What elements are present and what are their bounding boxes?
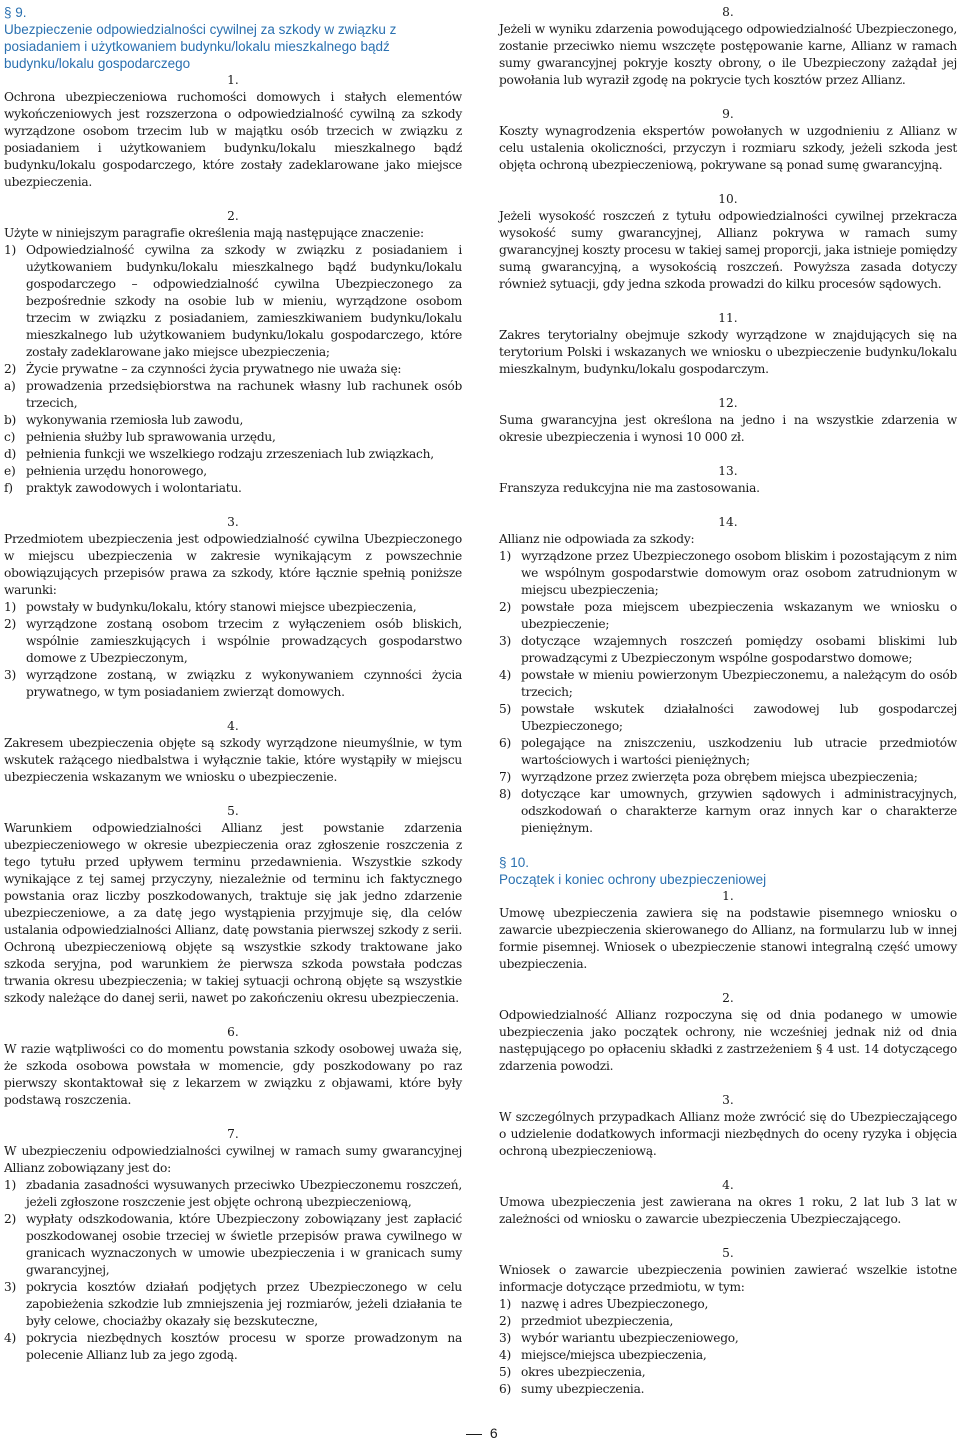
section-title: Początek i koniec ochrony ubezpieczeniowej <box>499 872 767 887</box>
paragraph-text: Suma gwarancyjna jest określona na jedno i na wszystkie zdarzenia w okresie ubezpieczenia i wynosi 10 000 zł. <box>499 413 957 444</box>
list-item: c) pełnienia służby lub sprawowania urzędu, <box>4 430 276 444</box>
list-item: 2) wyrządzone zostaną osobom trzecim z wyłączeniem osób bliskich, wspólnie zamieszkujących i wspólnie prowadzących gospodarstwo domowe z Ubezpieczonym, <box>4 617 462 665</box>
list-item: 3) dotyczące wzajemnych roszczeń pomiędzy osobami bliskimi lub prowadzącymi z Ubezpieczonym wspólne gospodarstwo domowe; <box>499 634 957 665</box>
paragraph-text: Koszty wynagrodzenia ekspertów powołanych w uzgodnieniu z Allianz w celu ustalenia okoliczności, przyczyn i rozmiaru szkody, jeżeli szkoda jest objęta ochroną ubezpieczeniową, pokrywane są ponad sumę gwarancyjną. <box>499 124 957 172</box>
paragraph-number: 13. <box>718 464 738 478</box>
list-item: 3) wybór wariantu ubezpieczeniowego, <box>499 1331 739 1345</box>
paragraph-text: Jeżeli w wyniku zdarzenia powodującego odpowiedzialność Ubezpieczonego, zostanie przeciwko niemu wszczęte postępowanie karne, Allianz w ramach sumy gwarancyjnej pokryje koszty obrony, o ile Ubezpieczony zażądał jej powołania lub wyraził zgodę na pokrycie tych kosztów przez Allianz. <box>499 22 957 87</box>
paragraph-text: Zakres terytorialny obejmuje szkody wyrządzone w znajdujących się na terytorium Polski i wskazanych we wniosku o ubezpieczenie budynku/lokalu mieszkalnym, budynku/lokalu gospodarczym. <box>499 328 957 376</box>
paragraph-text: Przedmiotem ubezpieczenia jest odpowiedzialność cywilna Ubezpieczonego w miejscu ubezpieczenia w zakresie wynikającym z powszechnie obowiązujących przepisów prawa za szkody, które łącznie spełnią poniższe warunki: <box>4 532 462 597</box>
list-item: a) prowadzenia przedsiębiorstwa na rachunek własny lub rachunek osób trzecich, <box>4 379 462 410</box>
list-item: f) praktyk zawodowych i wolontariatu. <box>4 481 242 495</box>
list-item: 8) dotyczące kar umownych, grzywien sądowych i administracyjnych, odszkodowań o charakterze karnym oraz innych kar o charakterze pieniężnym. <box>499 787 957 835</box>
list-item: 1) powstały w budynku/lokalu, który stanowi miejsce ubezpieczenia, <box>4 600 417 614</box>
list-item: 4) powstałe w mieniu powierzonym Ubezpieczonemu, a należącym do osób trzecich; <box>499 668 957 699</box>
paragraph-text: Franszyza redukcyjna nie ma zastosowania. <box>499 481 760 495</box>
paragraph-text: W ubezpieczeniu odpowiedzialności cywilnej w ramach sumy gwarancyjnej Allianz zobowiązany jest do: <box>4 1144 462 1175</box>
paragraph-number: 11. <box>718 311 738 325</box>
list-item: 1) wyrządzone przez Ubezpieczonego osobom bliskim i pozostającym z nim we wspólnym gospodarstwie domowym oraz osobom zatrudnionym w miejscu ubezpieczenia; <box>499 549 957 597</box>
list-item: 2) wypłaty odszkodowania, które Ubezpieczony zobowiązany jest zapłacić poszkodowanej osobie trzeciej w świetle przepisów prawa cywilnego w granicach wyznaczonych w umowie ubezpieczenia i w granicach sumy gwarancyjnej, <box>4 1212 462 1277</box>
sub-list <box>4 378 462 497</box>
page-footer <box>462 1425 498 1441</box>
paragraph-number: 3. <box>227 515 239 529</box>
right-column <box>499 4 957 1398</box>
paragraph-number: 2. <box>227 209 239 223</box>
section-number: § 9. <box>4 5 27 20</box>
list-item: 3) wyrządzone zostaną, w związku z wykonywaniem czynności życia prywatnego, w tym posiadaniem zwierząt domowych. <box>4 668 462 699</box>
paragraph-number: 2. <box>722 991 734 1005</box>
section-heading-9 <box>4 4 462 72</box>
section-title: Ubezpieczenie odpowiedzialności cywilnej za szkody w związku z posiadaniem i użytkowaniem budynku/lokalu mieszkalnego bądź budynku/lokalu gospodarczego <box>4 22 397 71</box>
paragraph-number: 1. <box>227 73 239 87</box>
paragraph-number: 10. <box>718 192 738 206</box>
paragraph-number: 5. <box>722 1246 734 1260</box>
paragraph-number: 1. <box>722 889 734 903</box>
paragraph-number: 14. <box>718 515 738 529</box>
paragraph-number: 12. <box>718 396 738 410</box>
paragraph-number: 4. <box>722 1178 734 1192</box>
paragraph-number: 4. <box>227 719 239 733</box>
paragraph-text: Użyte w niniejszym paragrafie określenia mają następujące znaczenie: <box>4 226 424 240</box>
paragraph-text: Umowa ubezpieczenia jest zawierana na okres 1 roku, 2 lat lub 3 lat w zależności od wniosku o zawarcie ubezpieczenia Ubezpieczającego. <box>499 1195 957 1226</box>
list-item: 1) nazwę i adres Ubezpieczonego, <box>499 1297 709 1311</box>
paragraph-text: Wniosek o zawarcie ubezpieczenia powinien zawierać wszelkie istotne informacje dotyczące przedmiotu, w tym: <box>499 1263 957 1294</box>
list-item: 7) wyrządzone przez zwierzęta poza obrębem miejsca ubezpieczenia; <box>499 770 918 784</box>
paragraph-number: 6. <box>227 1025 239 1039</box>
paragraph-number: 7. <box>227 1127 239 1141</box>
list-item: 2) przedmiot ubezpieczenia, <box>499 1314 674 1328</box>
paragraph-text: Warunkiem odpowiedzialności Allianz jest powstanie zdarzenia ubezpieczeniowego w okresie ubezpieczenia oraz zgłoszenie roszczenia z tego tytułu przed upływem terminu przedawnienia. Wszystkie szkody wynikające z tej samej przyczyny, niezależnie od terminu ich faktycznego powstania oraz liczby poszkodowanych, traktuje się jak jedno zdarzenie ubezpieczeniowe, a za datę jego wystąpienia przyjmuje się, dla celów ustalania odpowiedzialności Allianz, datę powstania pierwszej szkody z serii. Ochroną ubezpieczeniową objęte są wszystkie szkody traktowane jako szkoda seryjna, pod warunkiem że pierwsza szkoda powstała podczas trwania okresu ubezpieczenia; w takiej sytuacji ochroną objęte są wszystkie szkody należące do danej serii, nawet po zakończeniu okresu ubezpieczenia. <box>4 821 462 1005</box>
section-heading-10 <box>499 854 957 888</box>
paragraph-text: W szczególnych przypadkach Allianz może zwrócić się do Ubezpieczającego o udzielenie dodatkowych informacji niezbędnych do oceny ryzyka i objęcia ochroną ubezpieczeniową. <box>499 1110 957 1158</box>
list-item: 4) miejsce/miejsca ubezpieczenia, <box>499 1348 707 1362</box>
list-item: d) pełnienia funkcji we wszelkiego rodzaju zrzeszeniach lub związkach, <box>4 447 434 461</box>
paragraph-number: 3. <box>722 1093 734 1107</box>
paragraph-number: 9. <box>722 107 734 121</box>
list-item: 4) pokrycia niezbędnych kosztów procesu w sporze prowadzonym na polecenie Allianz lub za jego zgodą. <box>4 1331 462 1362</box>
page-number: 6 <box>489 1425 498 1441</box>
list-item: b) wykonywania rzemiosła lub zawodu, <box>4 413 244 427</box>
paragraph-text: W razie wątpliwości co do momentu powstania szkody osobowej uważa się, że szkoda osobowa powstała w momencie, gdy poszkodowany po raz pierwszy skontaktował się z lekarzem w związku z objawami, które były podstawą roszczenia. <box>4 1042 462 1107</box>
list-item: 5) powstałe wskutek działalności zawodowej lub gospodarczej Ubezpieczonego; <box>499 702 957 733</box>
paragraph-text: Umowę ubezpieczenia zawiera się na podstawie pisemnego wniosku o zawarcie ubezpieczenia skierowanego do Allianz, na formularzu lub w innej formie pisemnej. Wniosek o ubezpieczenie stanowi integralną część umowy ubezpieczenia. <box>499 906 957 971</box>
footer-dash <box>466 1434 482 1435</box>
list-item: 6) polegające na zniszczeniu, uszkodzeniu lub utracie przedmiotów wartościowych i wartości pieniężnych; <box>499 736 957 767</box>
list-item: 6) sumy ubezpieczenia. <box>499 1382 645 1396</box>
list-item: 3) pokrycia kosztów działań podjętych przez Ubezpieczonego w celu zapobieżenia szkodzie lub zmniejszenia jej rozmiarów, jeżeli działania te były celowe, chociażby okazały się bezskuteczne, <box>4 1280 462 1328</box>
list-item: 1) zbadania zasadności wysuwanych przeciwko Ubezpieczonemu roszczeń, jeżeli zgłoszone roszczenie jest objęte ochroną ubezpieczeniową, <box>4 1178 462 1209</box>
paragraph-text: Allianz nie odpowiada za szkody: <box>499 532 695 546</box>
list-item: 2) powstałe poza miejscem ubezpieczenia wskazanym we wniosku o ubezpieczenie; <box>499 600 957 631</box>
list-item: 2) Życie prywatne – za czynności życia prywatnego nie uważa się: <box>4 362 402 376</box>
left-column <box>4 4 462 1364</box>
paragraph-number: 8. <box>722 5 734 19</box>
paragraph-text: Odpowiedzialność Allianz rozpoczyna się od dnia podanego w umowie ubezpieczenia jako początek ochrony, nie wcześniej jednak niż od dnia następującego po opłaceniu składki z zastrzeżeniem § 4 ust. 14 dotyczącego zdarzenia powodzi. <box>499 1008 957 1073</box>
paragraph-text: Ochrona ubezpieczeniowa ruchomości domowych i stałych elementów wykończeniowych jest rozszerzona o odpowiedzialność cywilną za szkody wyrządzone osobom trzecim lub w majątku osób trzecich w związku z posiadaniem i użytkowaniem budynku/lokalu mieszkalnego bądź budynku/lokalu gospodarczego, które zostały zadeklarowane jako miejsce ubezpieczenia. <box>4 90 462 189</box>
list-item: 1) Odpowiedzialność cywilna za szkody w związku z posiadaniem i użytkowaniem budynku/lokalu mieszkalnego bądź budynku/lokalu gospodarczego – odpowiedzialność cywilna Ubezpieczonego za bezpośrednie szkody na osobie lub w mieniu, wyrządzone osobom trzecim w związku z posiadaniem, zamieszkiwaniem budynku/lokalu mieszkalnego lub użytkowaniem budynku/lokalu gospodarczego, które zostały zadeklarowane jako miejsce ubezpieczenia; <box>4 243 462 359</box>
paragraph-number: 5. <box>227 804 239 818</box>
paragraph-text: Jeżeli wysokość roszczeń z tytułu odpowiedzialności cywilnej przekracza wysokość sumy gwarancyjnej, Allianz pokrywa w ramach sumy gwarancyjnej koszty procesu w takiej samej proporcji, jaka istnieje pomiędzy sumą gwarancyjną, a wysokością roszczeń. Powyższa zasada dotyczy również sytuacji, gdy jedna szkoda prowadzi do kilku procesów sądowych. <box>499 209 957 291</box>
paragraph-text: Zakresem ubezpieczenia objęte są szkody wyrządzone nieumyślnie, w tym wskutek rażącego niedbalstwa i wyłącznie takie, które wystąpiły w miejscu ubezpieczenia wskazanym we wniosku o ubezpieczenie. <box>4 736 462 784</box>
list-item: 5) okres ubezpieczenia, <box>499 1365 646 1379</box>
section-number: § 10. <box>499 855 530 870</box>
list-item: e) pełnienia urzędu honorowego, <box>4 464 207 478</box>
